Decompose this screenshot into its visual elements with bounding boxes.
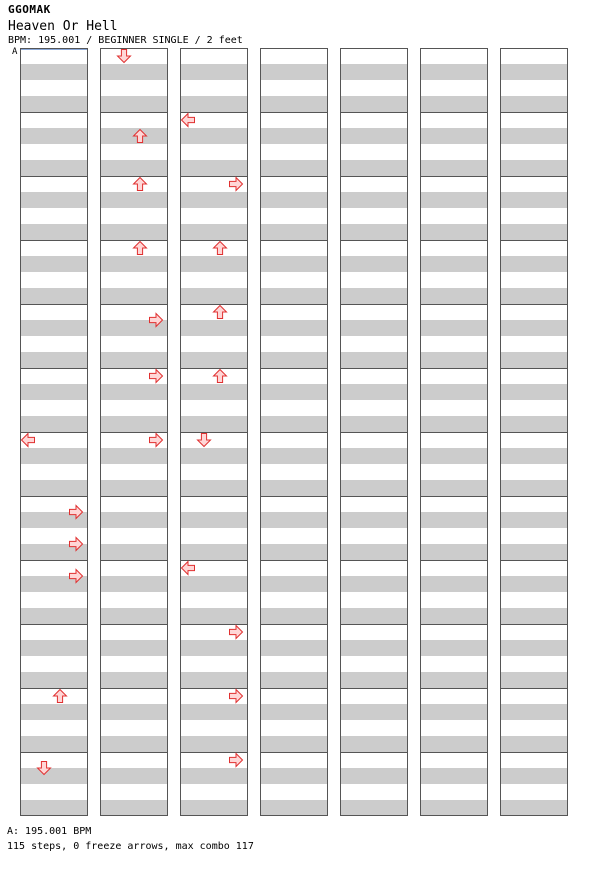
beat-band [100,64,168,80]
beat-band [340,160,408,176]
beat-band [420,256,488,272]
beat-band [260,352,328,368]
beat-band [100,576,168,592]
arrow-shape [134,178,147,191]
beat-band [420,352,488,368]
beat-band [500,64,568,80]
arrow-right-icon [230,178,243,191]
beat-band [420,64,488,80]
beat-band [100,160,168,176]
beat-band [100,384,168,400]
arrow-right-icon [150,370,163,383]
beat-band [500,512,568,528]
beat-band [20,672,88,688]
arrow-down-icon [118,50,131,63]
beat-band [340,320,408,336]
beat-band [20,768,88,784]
arrow-shape [230,626,243,639]
beat-band [20,96,88,112]
arrow-shape [214,370,227,383]
beat-band [420,800,488,816]
bpm-summary: A: 195.001 BPM [7,826,92,837]
step-stats: 115 steps, 0 freeze arrows, max combo 117 [7,841,254,852]
arrow-left-icon [182,114,195,127]
beat-band [420,640,488,656]
beat-band [20,640,88,656]
chart-column [260,49,328,817]
beat-band [500,704,568,720]
beat-band [100,736,168,752]
beat-band [100,672,168,688]
beat-band [420,320,488,336]
arrow-shape [54,690,67,703]
beat-band [500,352,568,368]
beat-band [500,96,568,112]
beat-band [20,192,88,208]
arrow-shape [118,50,131,63]
beat-band [20,256,88,272]
beat-band [340,384,408,400]
beat-band [180,480,248,496]
beat-band [100,448,168,464]
beat-band [420,768,488,784]
beat-band [260,160,328,176]
arrow-shape [198,434,211,447]
beat-band [20,704,88,720]
chart-column [500,49,568,817]
beat-band [420,288,488,304]
beat-band [260,544,328,560]
beat-band [180,448,248,464]
beat-band [180,64,248,80]
arrow-right-icon [230,754,243,767]
beat-band [260,800,328,816]
beat-band [260,480,328,496]
beat-band [340,576,408,592]
beat-band [180,224,248,240]
beat-band [340,192,408,208]
beat-band [420,384,488,400]
beat-band [20,128,88,144]
beat-band [20,160,88,176]
beat-band [180,768,248,784]
beat-band [20,384,88,400]
beat-band [340,96,408,112]
beat-band [20,288,88,304]
beat-band [420,672,488,688]
beat-band [500,192,568,208]
beat-band [180,160,248,176]
beat-band [180,288,248,304]
arrow-shape [230,690,243,703]
beat-band [180,320,248,336]
beat-band [20,800,88,816]
arrow-shape [230,178,243,191]
beat-band [180,800,248,816]
beat-band [180,672,248,688]
beat-band [500,576,568,592]
beat-band [420,480,488,496]
arrow-shape [182,562,195,575]
chart-column [340,49,408,817]
beat-band [100,544,168,560]
beat-band [500,768,568,784]
beat-band [420,96,488,112]
beat-band [260,768,328,784]
arrow-left-icon [182,562,195,575]
beat-band [20,480,88,496]
beat-band [260,416,328,432]
beat-band [100,416,168,432]
beat-band [100,256,168,272]
beat-band [100,352,168,368]
beat-band [180,704,248,720]
arrow-shape [182,114,195,127]
beat-band [180,384,248,400]
beat-band [260,736,328,752]
beat-band [260,128,328,144]
beat-band [260,512,328,528]
beat-band [100,192,168,208]
beat-band [420,512,488,528]
arrow-right-icon [150,434,163,447]
beat-band [420,608,488,624]
beat-band [500,448,568,464]
beat-band [260,640,328,656]
arrow-shape [150,370,163,383]
arrow-up-icon [134,178,147,191]
beat-band [500,224,568,240]
beat-band [180,96,248,112]
beat-band [180,192,248,208]
beat-band [340,128,408,144]
beat-band [340,416,408,432]
beat-band [420,128,488,144]
arrow-up-icon [214,370,227,383]
beat-band [260,288,328,304]
chart-meta: BPM: 195.001 / BEGINNER SINGLE / 2 feet [8,35,243,46]
beat-band [100,96,168,112]
arrow-up-icon [214,242,227,255]
arrow-shape [214,242,227,255]
beat-band [500,672,568,688]
beat-band [500,640,568,656]
beat-band [180,576,248,592]
beat-band [340,448,408,464]
beat-band [100,224,168,240]
arrow-up-icon [54,690,67,703]
beat-band [420,704,488,720]
beat-band [20,416,88,432]
arrow-down-icon [198,434,211,447]
beat-band [100,640,168,656]
beat-band [100,288,168,304]
beat-band [500,256,568,272]
beat-band [260,224,328,240]
beat-band [500,160,568,176]
beat-band [500,320,568,336]
beat-band [20,64,88,80]
beat-band [340,768,408,784]
beat-band [500,384,568,400]
beat-band [20,608,88,624]
beat-band [260,256,328,272]
chart-column [100,49,168,817]
song-title: Heaven Or Hell [8,19,118,34]
beat-band [500,416,568,432]
beat-band [340,512,408,528]
artist-name: GGOMAK [8,3,51,16]
arrow-up-icon [214,306,227,319]
arrow-shape [214,306,227,319]
beat-band [500,544,568,560]
arrow-up-icon [134,242,147,255]
beat-band [180,512,248,528]
beat-band [420,576,488,592]
beat-band [500,288,568,304]
beat-band [500,608,568,624]
arrow-left-icon [22,434,35,447]
beat-band [340,64,408,80]
beat-band [500,128,568,144]
beat-band [180,608,248,624]
beat-band [100,768,168,784]
beat-band [340,608,408,624]
beat-band [260,576,328,592]
beat-band [500,480,568,496]
arrow-shape [22,434,35,447]
chart-column [420,49,488,817]
beat-band [340,352,408,368]
beat-band [260,384,328,400]
beat-band [20,352,88,368]
beat-band [260,448,328,464]
beat-band [500,800,568,816]
beat-band [420,448,488,464]
beat-band [260,96,328,112]
beat-band [100,480,168,496]
beat-band [100,512,168,528]
beat-band [100,800,168,816]
beat-band [260,192,328,208]
beat-band [260,704,328,720]
beat-band [420,160,488,176]
beat-band [260,64,328,80]
chart-column [20,49,88,817]
beat-band [20,448,88,464]
beat-band [180,736,248,752]
beat-band [260,672,328,688]
beat-band [20,320,88,336]
arrow-shape [134,242,147,255]
beat-band [100,704,168,720]
beat-band [180,128,248,144]
beat-band [260,320,328,336]
arrow-shape [230,754,243,767]
beat-band [420,192,488,208]
beat-band [180,256,248,272]
arrow-right-icon [230,626,243,639]
beat-band [260,608,328,624]
beat-band [420,416,488,432]
beat-band [420,544,488,560]
beat-band [340,480,408,496]
speed-marker-label: A [12,47,18,57]
beat-band [20,736,88,752]
beat-band [340,544,408,560]
beat-band [180,640,248,656]
beat-band [100,608,168,624]
beat-band [340,256,408,272]
beat-band [340,704,408,720]
beat-band [180,544,248,560]
beat-band [340,640,408,656]
beat-band [340,736,408,752]
beat-band [420,224,488,240]
beat-band [340,224,408,240]
beat-band [340,800,408,816]
beat-band [500,736,568,752]
beat-band [20,224,88,240]
beat-band [420,736,488,752]
beat-band [340,288,408,304]
beat-band [340,672,408,688]
arrow-shape [150,434,163,447]
beat-band [180,416,248,432]
beat-band [180,352,248,368]
arrow-right-icon [230,690,243,703]
